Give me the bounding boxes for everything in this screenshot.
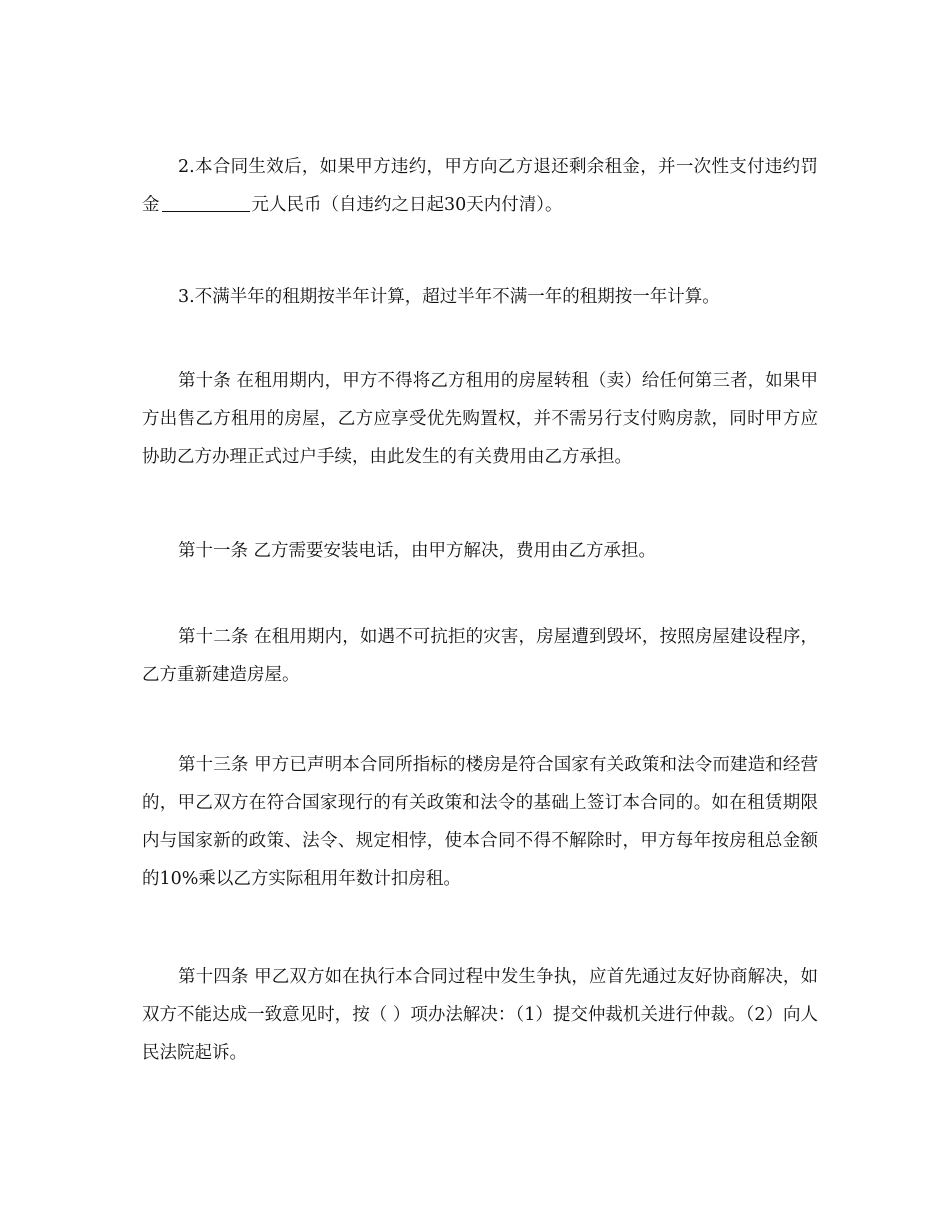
penalty-amount-blank bbox=[162, 189, 250, 212]
clause-14-paragraph: 第十四条 甲乙双方如在执行本合同过程中发生争执，应首先通过友好协商解决，如双方不能达成一致意见时，按（ ）项办法解决：（1）提交仲裁机关进行仲裁。（2）向人民法院起诉。 bbox=[142, 967, 818, 1063]
clause-9-item-2-text-before: 2.本合同生效后，如果甲方违约，甲方向乙方退还剩余租金，并一次性支付违约罚金 bbox=[142, 157, 818, 215]
clause-9-item-2-paragraph bbox=[142, 148, 818, 224]
clause-9-item-3-paragraph: 3.不满半年的租期按半年计算，超过半年不满一年的租期按一年计算。 bbox=[178, 287, 720, 307]
clause-13-paragraph: 第十三条 甲方已声明本合同所指标的楼房是符合国家有关政策和法令而建造和经营的，甲乙双方在符合国家现行的有关政策和法令的基础上签订本合同的。如在租赁期限内与国家新的政策、法令、规定相悖，使本合同不得不解除时，甲方每年按房租总金额的10%乘以乙方实际租用年数计扣房租。 bbox=[142, 755, 818, 889]
clause-12-paragraph: 第十二条 在租用期内，如遇不可抗拒的灾害，房屋遭到毁坏，按照房屋建设程序，乙方重新建造房屋。 bbox=[142, 627, 818, 685]
clause-9-item-2-text-after: 元人民币（自违约之日起30天内付清）。 bbox=[251, 195, 563, 215]
clause-11-paragraph: 第十一条 乙方需要安装电话，由甲方解决，费用由乙方承担。 bbox=[178, 541, 657, 561]
clause-10-paragraph: 第十条 在租用期内，甲方不得将乙方租用的房屋转租（卖）给任何第三者，如果甲方出售乙方租用的房屋，乙方应享受优先购置权，并不需另行支付购房款，同时甲方应协助乙方办理正式过户手续，由此发生的有关费用由乙方承担。 bbox=[142, 371, 818, 467]
